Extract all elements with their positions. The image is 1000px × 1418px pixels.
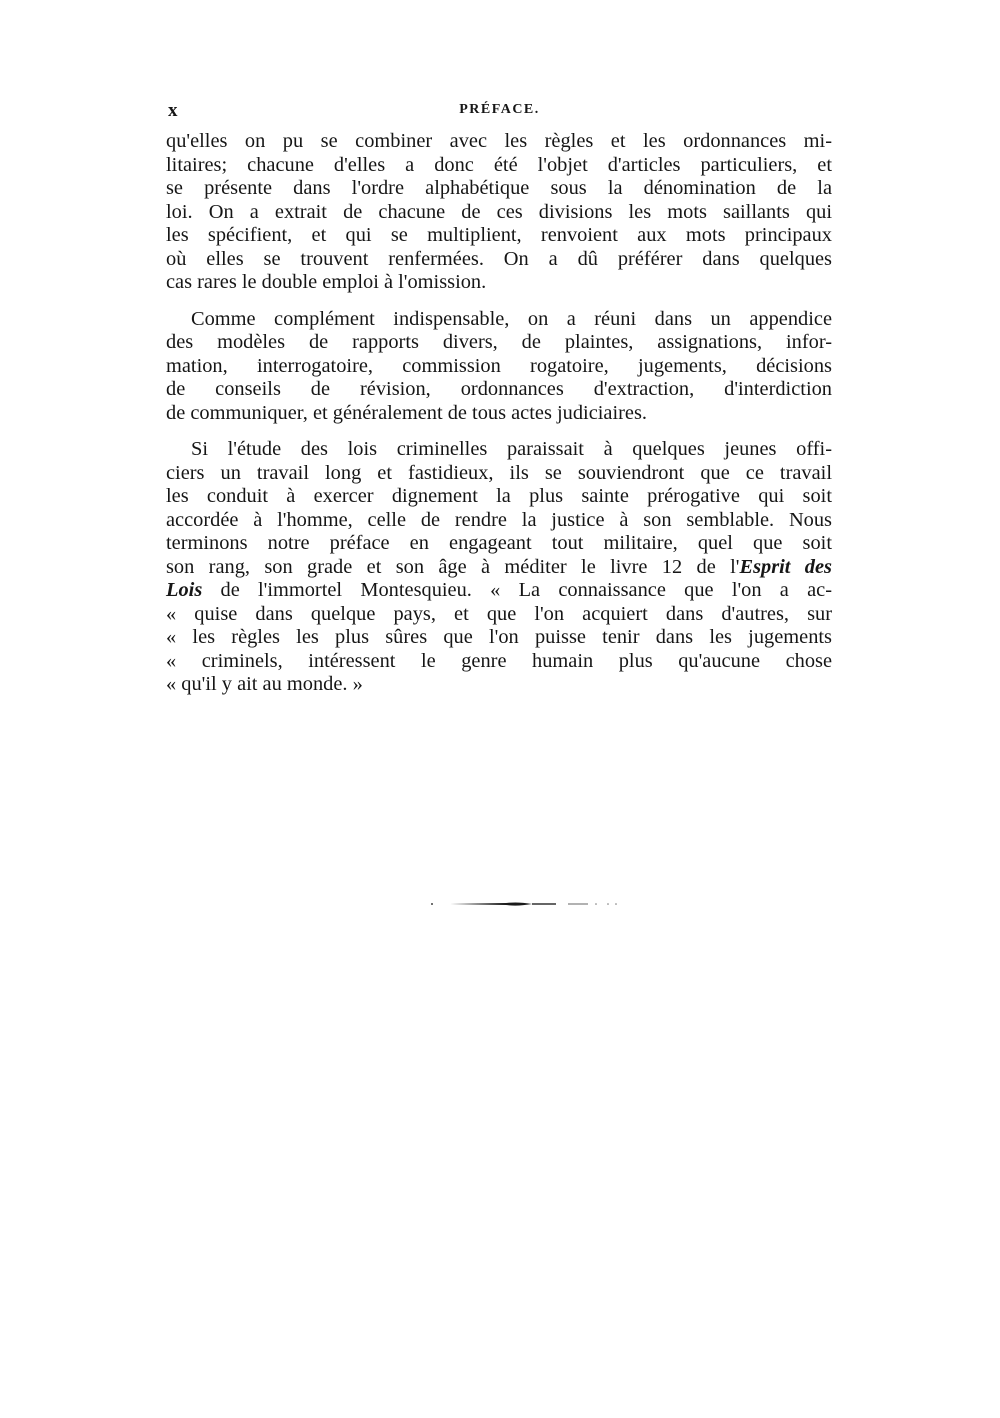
- text-line: [166, 556, 832, 580]
- italic-book-title: Esprit des: [739, 555, 832, 578]
- text-line: les conduit à exercer dignement la plus sainte prérogative qui soit: [166, 485, 832, 507]
- body-text: [166, 130, 832, 697]
- italic-book-title: Lois: [166, 579, 203, 601]
- text-line: accordée à l'homme, celle de rendre la justice à son semblable. Nous: [166, 508, 832, 531]
- paragraph-3: [166, 438, 832, 697]
- text-line: litaires; chacune d'elles a donc été l'objet d'articles particuliers, et: [166, 153, 832, 176]
- page-title: PRÉFACE.: [459, 102, 540, 117]
- text-line: terminons notre préface en engageant tout militaire, quel que soit: [166, 532, 832, 554]
- tail-piece-ornament: [428, 897, 620, 911]
- text-fragment: son rang, son grade et son âge à méditer le livre 12 de l': [166, 555, 740, 578]
- text-line: ciers un travail long et fastidieux, ils se souviendront que ce travail: [166, 461, 832, 484]
- text-line: [166, 579, 832, 603]
- text-line: loi. On a extrait de chacune de ces divisions les mots saillants qui: [166, 200, 832, 223]
- paragraph-1: [166, 130, 832, 295]
- text-line: se présente dans l'ordre alphabétique sous la dénomination de la: [166, 177, 832, 199]
- text-line: mation, interrogatoire, commission rogatoire, jugements, décisions: [166, 354, 832, 377]
- text-line: où elles se trouvent renfermées. On a dû préférer dans quelques: [166, 247, 832, 270]
- quote-line: « les règles les plus sûres que l'on puisse tenir dans les jugements: [166, 626, 832, 648]
- quote-line: « quise dans quelque pays, et que l'on acquiert dans d'autres, sur: [166, 602, 832, 625]
- text-line: de conseils de révision, ordonnances d'extraction, d'interdiction: [166, 378, 832, 400]
- text-line: qu'elles on pu se combiner avec les règles et les ordonnances mi-: [166, 130, 832, 152]
- text-line: Si l'étude des lois criminelles paraissait à quelques jeunes offi-: [191, 438, 832, 460]
- text-line: de communiquer, et généralement de tous actes judiciaires.: [166, 401, 648, 424]
- text-fragment: de l'immortel Montesquieu. « La connaissance que l'on a ac-: [202, 579, 832, 601]
- page-number: x: [168, 100, 179, 121]
- text-line: Comme complément indispensable, on a réuni dans un appendice: [191, 307, 832, 330]
- running-head: [168, 100, 831, 128]
- text-line: les spécifient, et qui se multiplient, renvoient aux mots principaux: [166, 224, 832, 246]
- paragraph-2: [166, 308, 832, 426]
- quote-line: « qu'il y ait au monde. »: [166, 673, 363, 695]
- text-line: cas rares le double emploi à l'omission.: [166, 271, 487, 293]
- quote-line: « criminels, intéressent le genre humain plus qu'aucune chose: [166, 649, 832, 672]
- text-line: des modèles de rapports divers, de plaintes, assignations, infor-: [166, 331, 832, 353]
